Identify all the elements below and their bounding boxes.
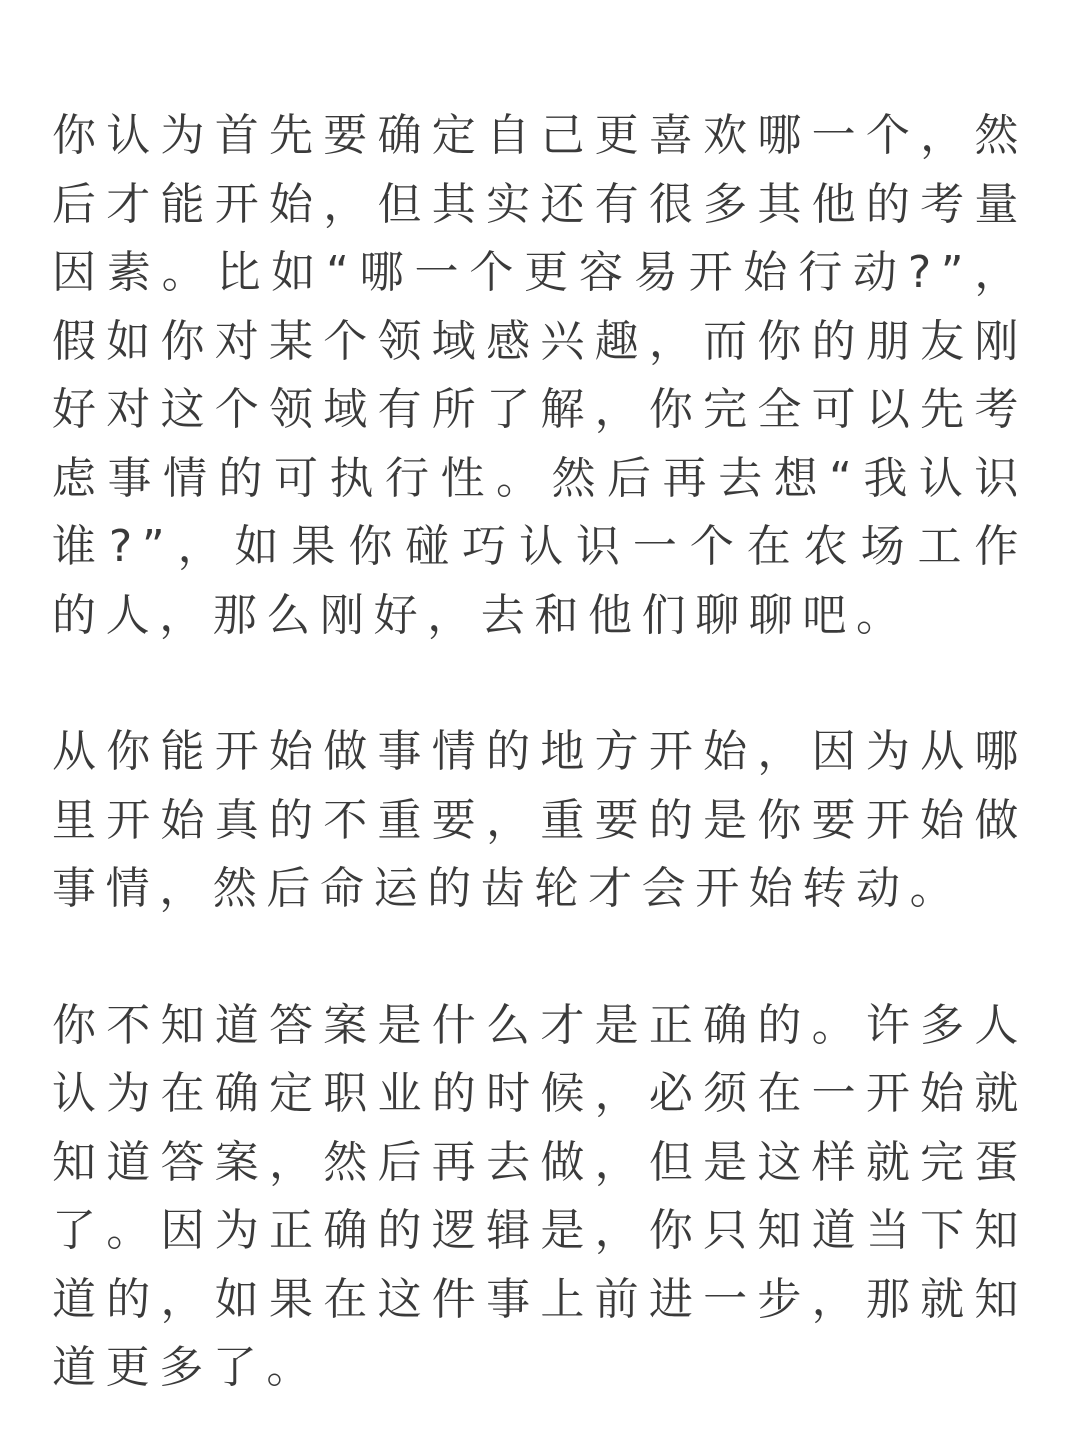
paragraph-1: 你认为首先要确定自己更喜欢哪一个，然后才能开始，但其实还有很多其他的考量因素。比如“哪一个更容易开始行动?”，假如你对某个领域感兴趣，而你的朋友刚好对这个领域有所了解，你完全可以先考虑事情的可执行性。然后再去想“我认识谁?”，如果你碰巧认识一个在农场工作的人，那么刚好，去和他们聊聊吧。 (52, 110, 1028, 641)
paragraph-2: 从你能开始做事情的地方开始，因为从哪里开始真的不重要，重要的是你要开始做事情，然后命运的齿轮才会开始转动。 (52, 726, 1028, 914)
paragraph-3: 你不知道答案是什么才是正确的。许多人认为在确定职业的时候，必须在一开始就知道答案，然后再去做，但是这样就完蛋了。因为正确的逻辑是，你只知道当下知道的，如果在这件事上前进一步，那就知道更多了。 (52, 999, 1028, 1393)
article-body (52, 102, 1028, 1403)
